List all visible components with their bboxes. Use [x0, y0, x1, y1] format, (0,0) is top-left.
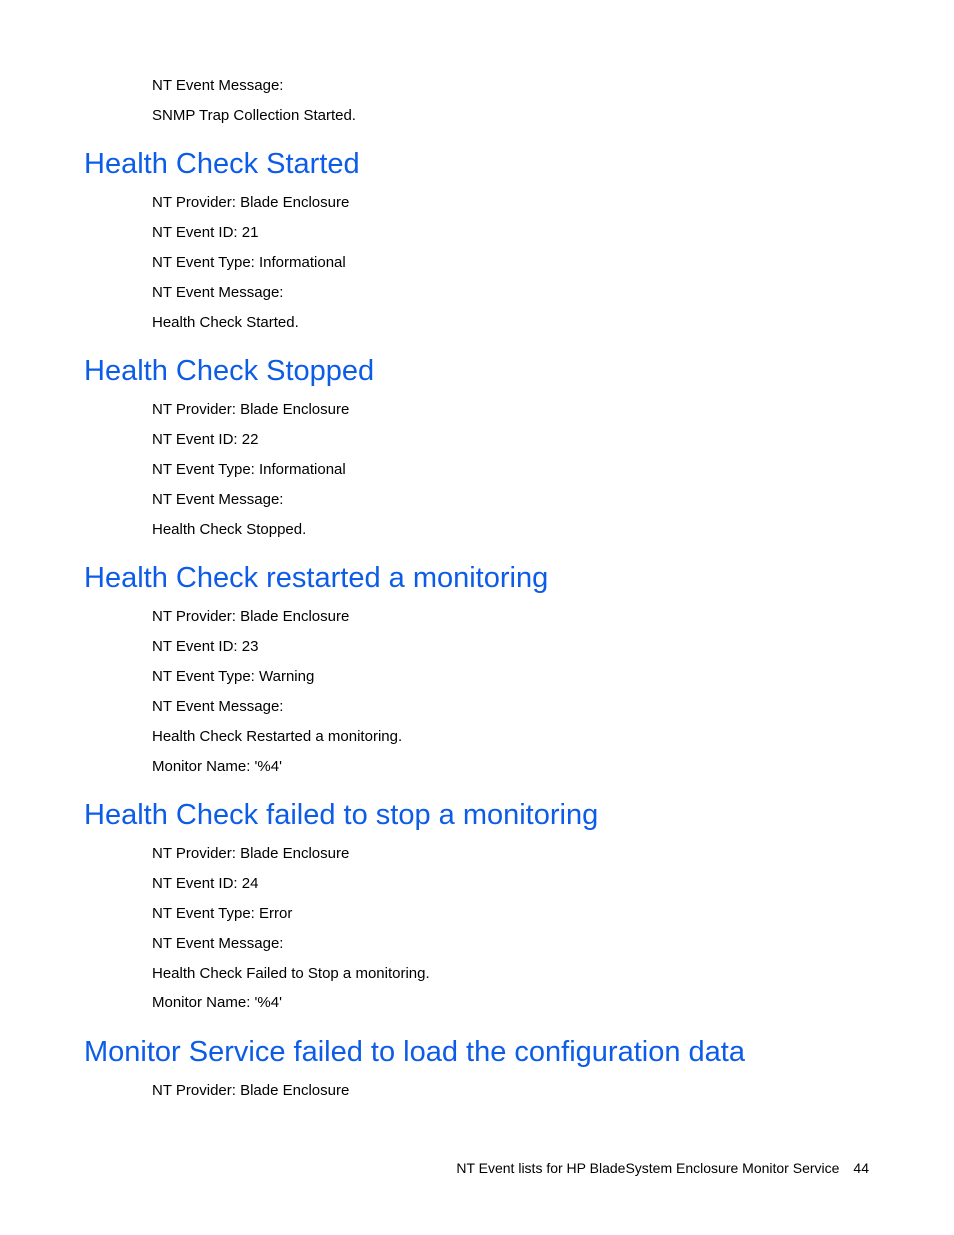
section-line: Health Check Started.	[152, 314, 299, 331]
page-number: 44	[853, 1160, 869, 1176]
section-line: NT Event Message:	[152, 491, 284, 508]
page-footer	[456, 1159, 869, 1177]
intro-line: NT Event Message:	[152, 77, 284, 94]
footer-title: NT Event lists for HP BladeSystem Enclosure Monitor Service	[456, 1160, 840, 1176]
section-heading: Health Check Stopped	[84, 355, 375, 387]
section-line: NT Event Message:	[152, 284, 284, 301]
intro-line: SNMP Trap Collection Started.	[152, 107, 356, 124]
section-line: NT Event ID: 24	[152, 875, 259, 892]
section-line: NT Event Message:	[152, 698, 284, 715]
section-line: NT Provider: Blade Enclosure	[152, 1082, 350, 1099]
section-heading: Monitor Service failed to load the configuration data	[84, 1036, 745, 1068]
section-heading: Health Check failed to stop a monitoring	[84, 799, 599, 831]
section-heading: Health Check Started	[84, 148, 360, 180]
section-line: Monitor Name: '%4'	[152, 758, 282, 775]
section-line: NT Event ID: 22	[152, 431, 259, 448]
section-line: NT Event Type: Error	[152, 905, 293, 922]
section-line: NT Event Message:	[152, 935, 284, 952]
section-line: NT Provider: Blade Enclosure	[152, 608, 350, 625]
section-line: NT Event Type: Informational	[152, 254, 346, 271]
section-line: NT Event Type: Informational	[152, 461, 346, 478]
section-heading: Health Check restarted a monitoring	[84, 562, 549, 594]
section-line: NT Provider: Blade Enclosure	[152, 194, 350, 211]
section-line: Health Check Restarted a monitoring.	[152, 728, 403, 745]
section-line: NT Event ID: 21	[152, 224, 259, 241]
section-line: Monitor Name: '%4'	[152, 994, 282, 1011]
section-line: NT Event ID: 23	[152, 638, 259, 655]
section-line: NT Provider: Blade Enclosure	[152, 401, 350, 418]
section-line: Health Check Failed to Stop a monitoring.	[152, 965, 430, 982]
section-line: NT Event Type: Warning	[152, 668, 315, 685]
section-line: NT Provider: Blade Enclosure	[152, 845, 350, 862]
section-line: Health Check Stopped.	[152, 521, 307, 538]
